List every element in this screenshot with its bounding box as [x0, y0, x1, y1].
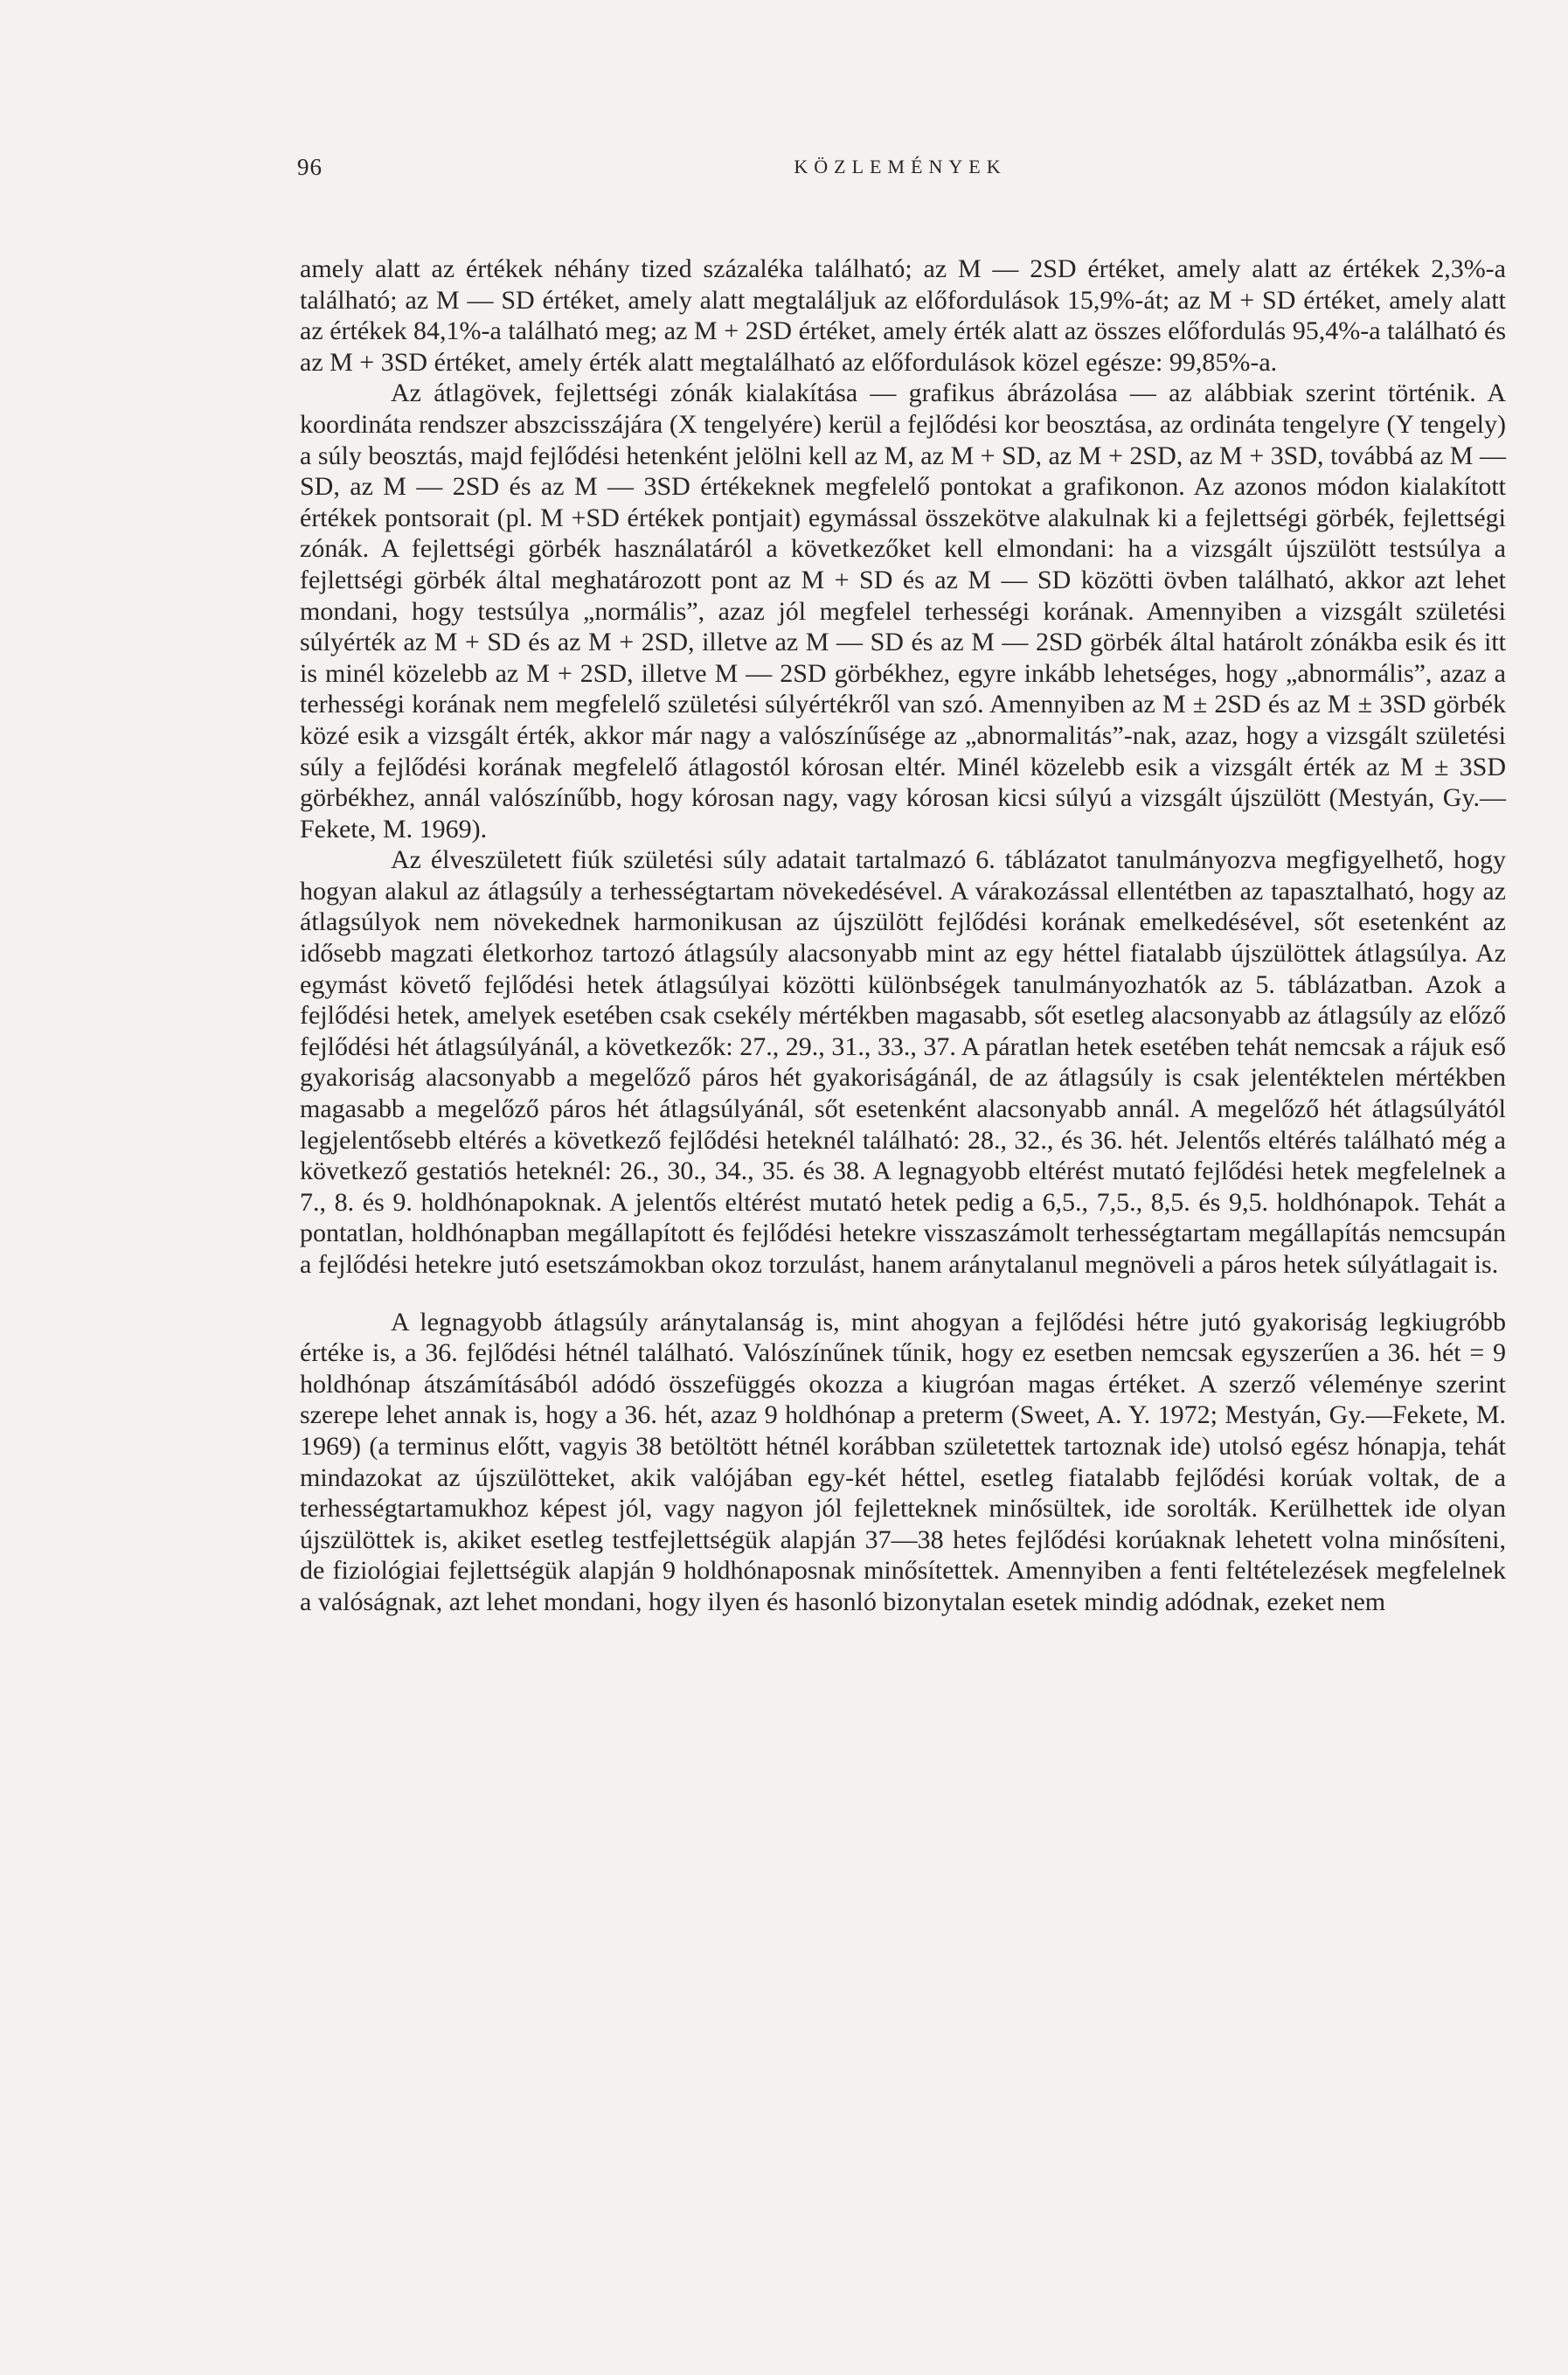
running-head: KÖZLEMÉNYEK [794, 156, 1007, 177]
paragraph-1: amely alatt az értékek néhány tized százaléka található; az M — 2SD értéket, amely alatt az értékek 2,3%-a található; az M — SD értéket, amely alatt megtaláljuk az előfordulások 15,9%-át; az M + SD értéket, amely alatt az értékek 84,1%-a található meg; az M + 2SD értéket, amely érték alatt az összes előfordulás 95,4%-a található és az M + 3SD értéket, amely érték alatt megtalálható az előfordulások közel egésze: 99,85%-a. [300, 254, 1506, 377]
page-number: 96 [297, 154, 323, 180]
page-header [297, 154, 1503, 189]
paragraph-2: Az átlagövek, fejlettségi zónák kialakítása — grafikus ábrázolása — az alábbiak szerint történik. A koordináta rendszer abszcisszájára (X tengelyére) kerül a fejlődési kor beosztása, az ordináta tengelyre (Y tengely) a súly beosztás, majd fejlődési hetenként jelölni kell az M, az M + SD, az M + 2SD, az M + 3SD, továbbá az M — SD, az M — 2SD és az M — 3SD értékeknek megfelelő pontokat a grafikonon. Az azonos módon kialakított értékek pontsorait (pl. M +SD értékek pontjait) egymással összekötve alakulnak ki a fejlettségi görbék, fejlettségi zónák. A fejlettségi görbék használatáról a következőket kell elmondani: ha a vizsgált újszülött testsúlya a fejlettségi görbék által meghatározott pont az M + SD és az M — SD közötti övben található, akkor azt lehet mondani, hogy testsúlya „normális”, azaz jól megfelel terhességi korának. Amennyiben a vizsgált születési súlyérték az M + SD és az M + 2SD, illetve az M — SD és az M — 2SD görbék által határolt zónákba esik és itt is minél közelebb az M + 2SD, illetve M — 2SD görbékhez, egyre inkább lehetséges, hogy „abnormális”, azaz a terhességi korának nem megfelelő születési súlyértékről van szó. Amennyiben az M ± 2SD és az M ± 3SD görbék közé esik a vizsgált érték, akkor már nagy a valószínűsége az „abnormalitás”-nak, azaz, hogy a vizsgált születési súly a fejlődési korának megfelelő átlagostól kórosan eltér. Minél közelebb esik a vizsgált érték az M ± 3SD görbékhez, annál valószínűbb, hogy kórosan nagy, vagy kórosan kicsi súlyú a vizsgált újszülött (Mestyán, Gy.—Fekete, M. 1969). [300, 378, 1506, 844]
paragraph-3: Az élveszületett fiúk születési súly adatait tartalmazó 6. táblázatot tanulmányozva megfigyelhető, hogy hogyan alakul az átlagsúly a terhességtartam növekedésével. A várakozással ellentétben az tapasztalható, hogy az átlagsúlyok nem növekednek harmonikusan az újszülött fejlődési korának emelkedésével, sőt esetenként az idősebb magzati életkorhoz tartozó átlagsúly alacsonyabb mint az egy héttel fiatalabb újszülöttek átlagsúlya. Az egymást követő fejlődési hetek átlagsúlyai közötti különbségek tanulmányozhatók az 5. táblázatban. Azok a fejlődési hetek, amelyek esetében csak csekély mértékben magasabb, sőt esetleg alacsonyabb az átlagsúly az előző fejlődési hét átlagsúlyánál, a következők: 27., 29., 31., 33., 37. A páratlan hetek esetében tehát nemcsak a rájuk eső gyakoriság alacsonyabb a megelőző páros hét gyakoriságánál, de az átlagsúly is csak jelentéktelen mértékben magasabb a megelőző páros hét átlagsúlyánál, sőt esetenként alacsonyabb annál. A megelőző hét átlagsúlyától legjelentősebb eltérés a következő fejlődési heteknél található: 28., 32., és 36. hét. Jelentős eltérés található még a következő gestatiós heteknél: 26., 30., 34., 35. és 38. A legnagyobb eltérést mutató fejlődési hetek megfelelnek a 7., 8. és 9. holdhónapoknak. A jelentős eltérést mutató hetek pedig a 6,5., 7,5., 8,5. és 9,5. holdhónapok. Tehát a pontatlan, holdhónapban megállapított és fejlődési hetekre visszaszámolt terhességtartam megállapítás nemcsupán a fejlődési hetekre jutó esetszámokban okoz torzulást, hanem aránytalanul megnöveli a páros hetek súlyátlagait is. [300, 845, 1506, 1279]
paragraph-4: A legnagyobb átlagsúly aránytalanság is, mint ahogyan a fejlődési hétre jutó gyakoriság legkiugróbb értéke is, a 36. fejlődési hétnél található. Valószínűnek tűnik, hogy ez esetben nemcsak egyszerűen a 36. hét = 9 holdhónap átszámításából adódó összefüggés okozza a kiugróan magas értéket. A szerző véleménye szerint szerepe lehet annak is, hogy a 36. hét, azaz 9 holdhónap a preterm (Sweet, A. Y. 1972; Mestyán, Gy.—Fekete, M. 1969) (a terminus előtt, vagyis 38 betöltött hétnél korábban születettek tartoznak ide) utolsó egész hónapja, tehát mindazokat az újszülötteket, akik valójában egy-két héttel, esetleg fiatalabb fejlődési korúak voltak, de a terhességtartamukhoz képest jól, vagy nagyon jól fejletteknek minősültek, ide sorolták. Kerülhettek ide olyan újszülöttek is, akiket esetleg testfejlettségük alapján 37—38 hetes fejlődési korúaknak lehetett volna minősíteni, de fiziológiai fejlettségük alapján 9 holdhónaposnak minősítettek. Amennyiben a fenti feltételezések megfelelnek a valóságnak, azt lehet mondani, hogy ilyen és hasonló bizonytalan esetek mindig adódnak, ezeket nem [300, 1307, 1506, 1616]
body-text [300, 253, 1506, 1618]
